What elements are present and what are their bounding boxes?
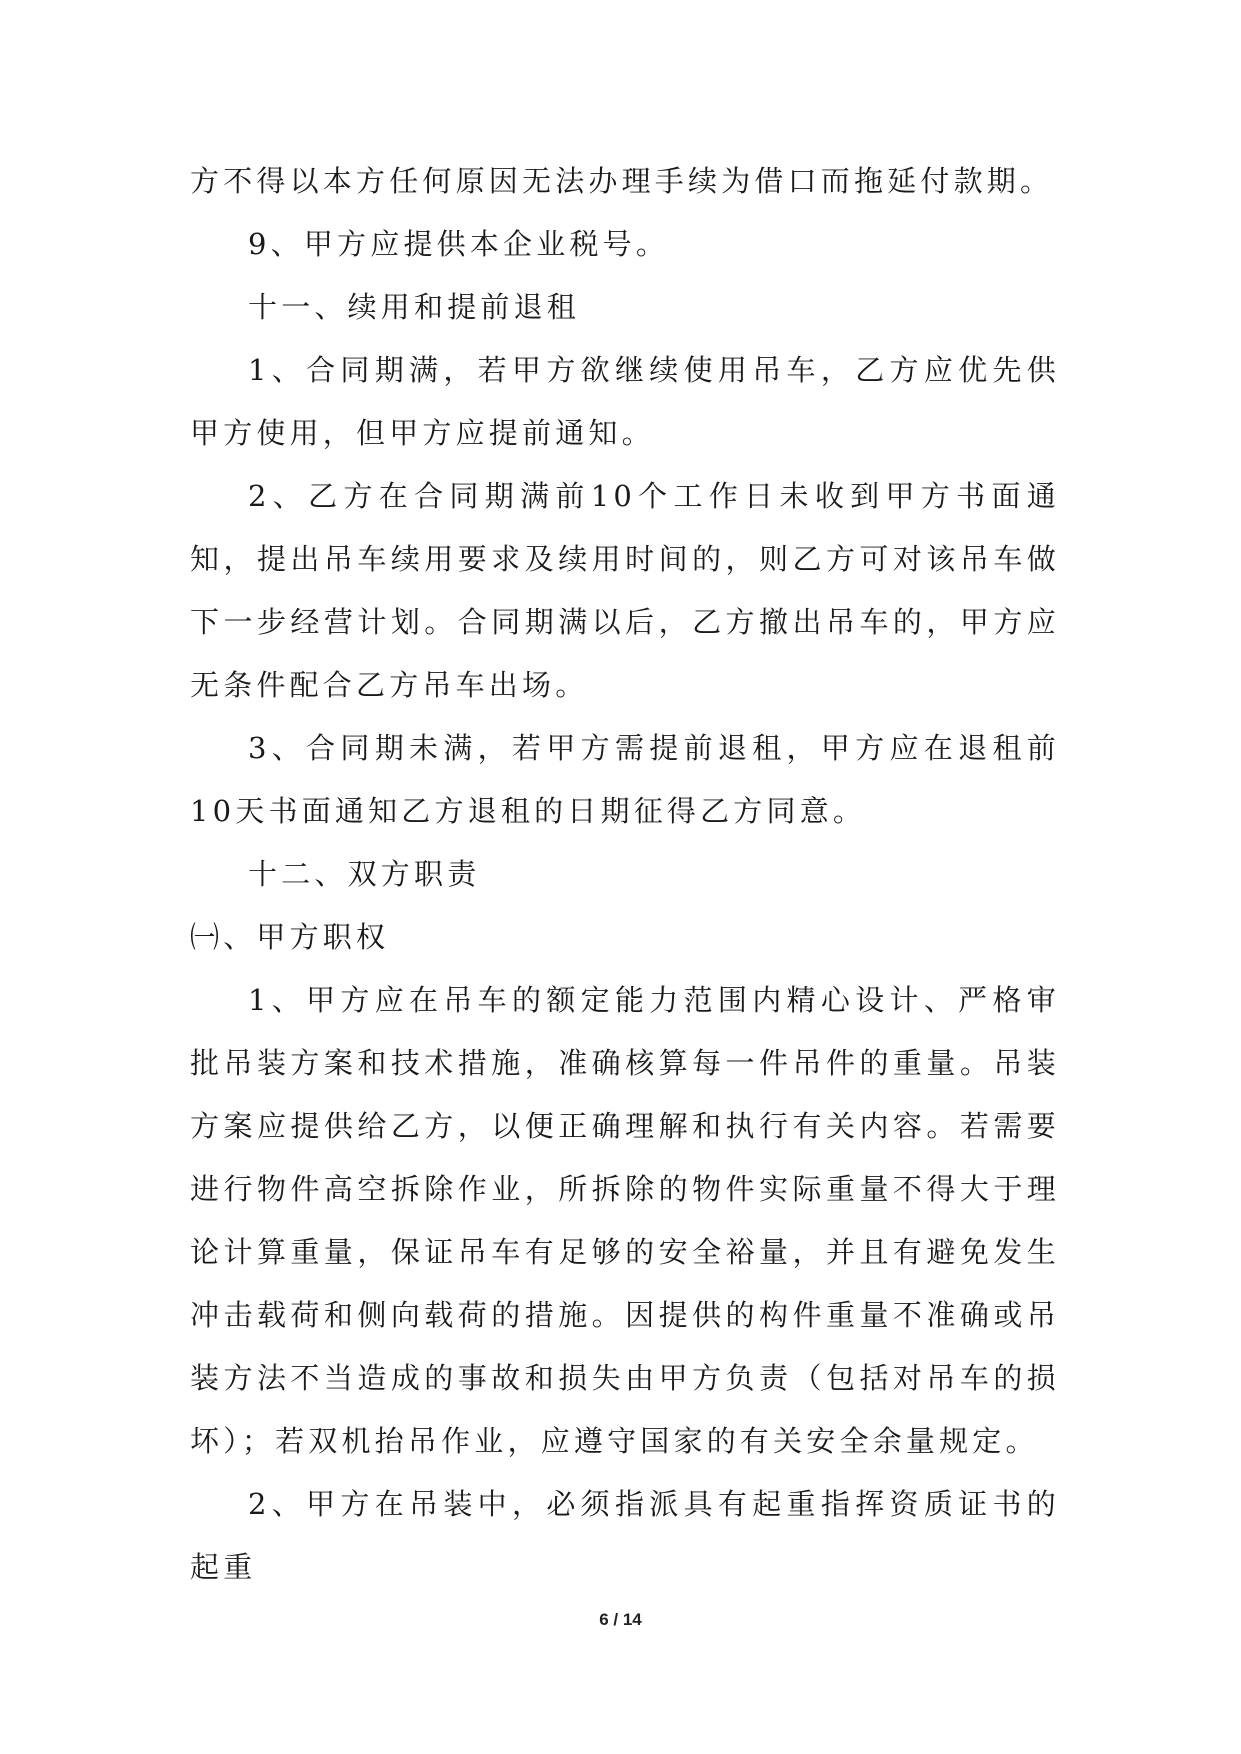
paragraph-renewal-2: 2、乙方在合同期满前10个工作日未收到甲方书面通知，提出吊车续用要求及续用时间的，则乙方可对该吊车做下一步经营计划。合同期满以后，乙方撤出吊车的，甲方应无条件配合乙方吊车出场。 — [190, 479, 1060, 702]
paragraph-duty-1: 1、甲方应在吊车的额定能力范围内精心设计、严格审批吊装方案和技术措施，准确核算每一件吊件的重量。吊装方案应提供给乙方，以便正确理解和执行有关内容。若需要进行物件高空拆除作业，所拆除的物件实际重量不得大于理论计算重量，保证吊车有足够的安全裕量，并且有避免发生冲击载荷和侧向载荷的措施。因提供的构件重量不准确或吊装方法不当造成的事故和损失由甲方负责（包括对吊车的损坏）；若双机抬吊作业，应遵守国家的有关安全余量规定。 — [190, 983, 1060, 1458]
document-body — [190, 150, 1060, 1599]
paragraph-duty-2: 2、甲方在吊装中，必须指派具有起重指挥资质证书的起重 — [190, 1487, 1060, 1584]
paragraph-renewal-1: 1、合同期满，若甲方欲继续使用吊车，乙方应优先供甲方使用，但甲方应提前通知。 — [190, 353, 1060, 450]
subsection-heading-party-a: ㈠、甲方职权 — [190, 920, 390, 954]
paragraph-continuation: 方不得以本方任何原因无法办理手续为借口而拖延付款期。 — [190, 164, 1054, 198]
section-heading-12: 十二、双方职责 — [248, 857, 481, 891]
paragraph-renewal-3: 3、合同期未满，若甲方需提前退租，甲方应在退租前10天书面通知乙方退租的日期征得乙方同意。 — [190, 731, 1060, 828]
section-heading-11: 十一、续用和提前退租 — [248, 290, 581, 324]
paragraph-item-9: 9、甲方应提供本企业税号。 — [248, 227, 670, 261]
page-number: 6 / 14 — [599, 1610, 642, 1629]
